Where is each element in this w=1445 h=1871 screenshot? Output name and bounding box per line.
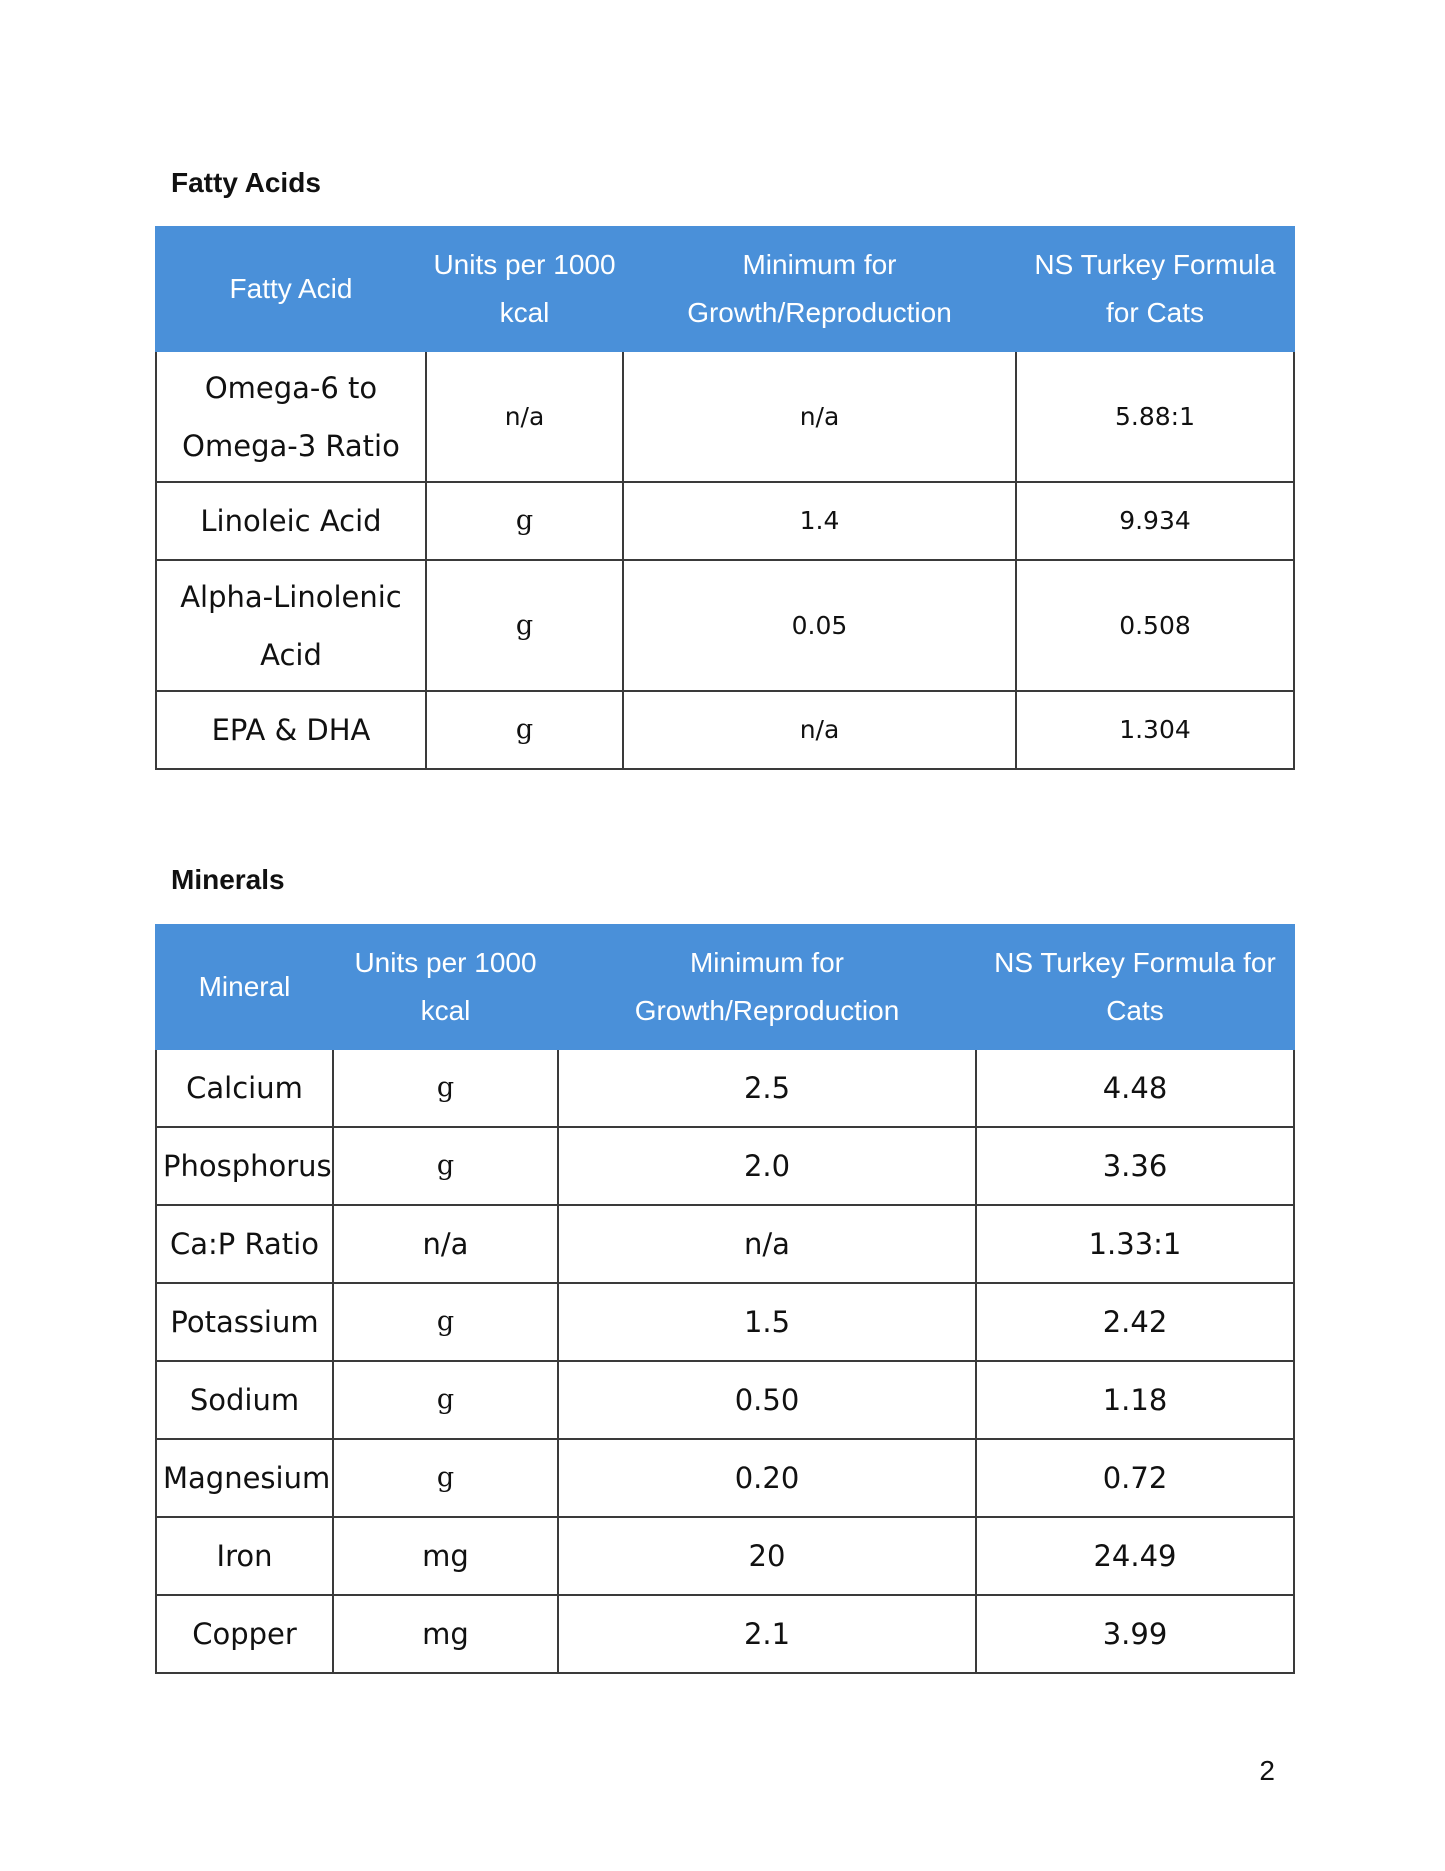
row-units: mg [333, 1517, 558, 1595]
row-units: g [333, 1283, 558, 1361]
row-minimum: 1.4 [623, 482, 1016, 560]
page-number: 2 [1259, 1755, 1275, 1786]
table-row [156, 1361, 1294, 1439]
row-name: Ca:P Ratio [156, 1205, 333, 1283]
column-header-formula: NS Turkey Formula for Cats [1016, 227, 1294, 351]
row-units: g [426, 560, 623, 691]
row-minimum: 1.5 [558, 1283, 976, 1361]
table-row [156, 482, 1294, 560]
row-formula: 5.88:1 [1016, 351, 1294, 482]
row-units: g [426, 691, 623, 769]
column-header-mineral: Mineral [156, 925, 333, 1049]
row-formula: 2.42 [976, 1283, 1294, 1361]
table-row [156, 691, 1294, 769]
row-name: EPA & DHA [156, 691, 426, 769]
row-minimum: n/a [623, 351, 1016, 482]
table-row [156, 1283, 1294, 1361]
minerals-heading: Minerals [171, 864, 285, 895]
table-row [156, 1205, 1294, 1283]
table-row [156, 1595, 1294, 1673]
column-header-minimum: Minimum for Growth/Reproduction [623, 227, 1016, 351]
table-row [156, 1439, 1294, 1517]
row-units: n/a [333, 1205, 558, 1283]
row-name: Sodium [156, 1361, 333, 1439]
row-formula: 24.49 [976, 1517, 1294, 1595]
row-name: Magnesium [156, 1439, 333, 1517]
row-minimum: 0.05 [623, 560, 1016, 691]
table-row [156, 1127, 1294, 1205]
row-formula: 1.33:1 [976, 1205, 1294, 1283]
row-name: Omega-6 to Omega-3 Ratio [156, 351, 426, 482]
table-header-row [156, 925, 1294, 1049]
table-row [156, 351, 1294, 482]
row-units: n/a [426, 351, 623, 482]
minerals-table [155, 924, 1295, 1674]
row-units: g [426, 482, 623, 560]
row-units: g [333, 1361, 558, 1439]
table-row [156, 560, 1294, 691]
column-header-units: Units per 1000 kcal [426, 227, 623, 351]
row-formula: 0.72 [976, 1439, 1294, 1517]
row-minimum: n/a [558, 1205, 976, 1283]
row-name: Alpha-Linolenic Acid [156, 560, 426, 691]
row-units: g [333, 1127, 558, 1205]
row-units: g [333, 1439, 558, 1517]
row-name: Calcium [156, 1049, 333, 1127]
row-formula: 1.18 [976, 1361, 1294, 1439]
row-minimum: 20 [558, 1517, 976, 1595]
row-formula: 9.934 [1016, 482, 1294, 560]
row-formula: 0.508 [1016, 560, 1294, 691]
row-units: mg [333, 1595, 558, 1673]
table-header-row [156, 227, 1294, 351]
fatty-acids-table [155, 226, 1295, 770]
row-minimum: 2.5 [558, 1049, 976, 1127]
fatty-acids-heading: Fatty Acids [171, 167, 321, 198]
row-formula: 3.36 [976, 1127, 1294, 1205]
row-minimum: 0.20 [558, 1439, 976, 1517]
row-name: Iron [156, 1517, 333, 1595]
row-name: Linoleic Acid [156, 482, 426, 560]
row-name: Copper [156, 1595, 333, 1673]
row-name: Phosphorus [156, 1127, 333, 1205]
row-units: g [333, 1049, 558, 1127]
column-header-units: Units per 1000 kcal [333, 925, 558, 1049]
row-formula: 4.48 [976, 1049, 1294, 1127]
table-row [156, 1517, 1294, 1595]
row-minimum: 2.0 [558, 1127, 976, 1205]
column-header-minimum: Minimum for Growth/Reproduction [558, 925, 976, 1049]
row-minimum: n/a [623, 691, 1016, 769]
row-name: Potassium [156, 1283, 333, 1361]
table-row [156, 1049, 1294, 1127]
row-minimum: 0.50 [558, 1361, 976, 1439]
row-formula: 1.304 [1016, 691, 1294, 769]
row-formula: 3.99 [976, 1595, 1294, 1673]
column-header-fatty-acid: Fatty Acid [156, 227, 426, 351]
column-header-formula: NS Turkey Formula for Cats [976, 925, 1294, 1049]
row-minimum: 2.1 [558, 1595, 976, 1673]
